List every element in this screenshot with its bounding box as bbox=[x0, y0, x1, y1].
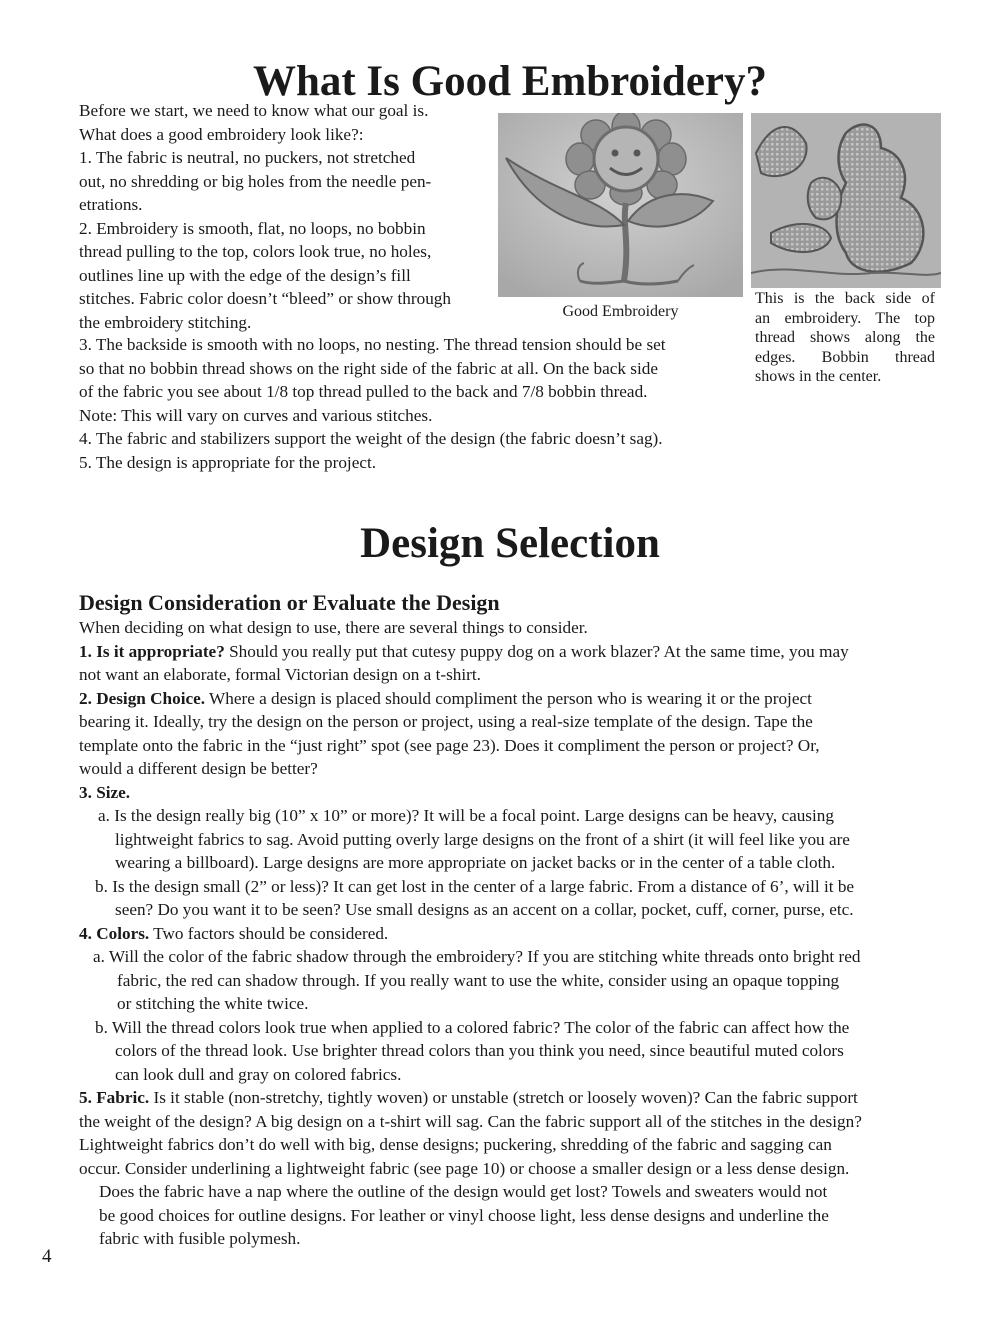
text-line: 2. Embroidery is smooth, flat, no loops, no bobbin bbox=[79, 218, 426, 238]
item-label: 3. Size. bbox=[79, 782, 131, 802]
text-run: Two factors should be considered. bbox=[149, 923, 389, 943]
text-line: b. Is the design small (2” or less)? It can get lost in the center of a large fabric. From a distance of 6’, will it be bbox=[95, 876, 855, 896]
item-fabric bbox=[79, 1086, 941, 1110]
text-line: template onto the fabric in the “just right” spot (see page 23). Does it compliment the person or project? Or, bbox=[79, 735, 820, 755]
text-line: etrations. bbox=[79, 195, 143, 214]
item-label: 1. Is it appropriate? bbox=[79, 641, 225, 661]
text-line: be good choices for outline designs. For leather or vinyl choose light, less dense designs and underline the bbox=[99, 1205, 829, 1225]
text-line: Note: This will vary on curves and various stitches. bbox=[79, 405, 433, 425]
text-line: 4. The fabric and stabilizers support the weight of the design (the fabric doesn’t sag). bbox=[79, 429, 663, 448]
page-title: What Is Good Embroidery? bbox=[252, 58, 768, 105]
item-label: 2. Design Choice. bbox=[79, 688, 206, 708]
text-line: can look dull and gray on colored fabrics. bbox=[115, 1064, 402, 1084]
page-number: 4 bbox=[42, 1246, 52, 1267]
caption-line: shows in the center. bbox=[755, 368, 882, 385]
item-colors bbox=[79, 922, 941, 946]
criteria-paragraph bbox=[79, 333, 744, 474]
good-embroidery-caption: Good Embroidery bbox=[562, 303, 679, 320]
intro-paragraph bbox=[79, 99, 483, 334]
text-line: a. Will the color of the fabric shadow through the embroidery? If you are stitching white threads onto bright red bbox=[93, 947, 861, 966]
item-design-choice bbox=[79, 687, 941, 711]
flower-embroidery-illustration bbox=[498, 113, 743, 297]
text-line: bearing it. Ideally, try the design on the person or project, using a real-size template of the design. Tape the bbox=[79, 712, 813, 731]
text-line: seen? Do you want it to be seen? Use small designs as an accent on a collar, pocket, cuff, corner, purse, etc. bbox=[115, 900, 854, 919]
text-line: would a different design be better? bbox=[79, 759, 318, 778]
back-side-caption bbox=[755, 289, 935, 387]
text-line: outlines line up with the edge of the design’s fill bbox=[79, 265, 411, 285]
text-line: wearing a billboard). Large designs are more appropriate on jacket backs or in the center of a table cloth. bbox=[115, 853, 836, 872]
text-line: stitches. Fabric color doesn’t “bleed” or show through bbox=[79, 289, 451, 308]
text-line: Lightweight fabrics don’t do well with big, dense designs; puckering, shredding of the fabric and sagging can bbox=[79, 1135, 832, 1154]
caption-line: This is the back side of bbox=[755, 290, 935, 307]
item-appropriate bbox=[79, 640, 941, 664]
text-line: b. Will the thread colors look true when applied to a colored fabric? The color of the fabric can affect how the bbox=[95, 1017, 850, 1037]
text-line: out, no shredding or big holes from the needle pen- bbox=[79, 171, 432, 191]
back-side-illustration bbox=[751, 113, 941, 288]
caption-line: thread shows along the bbox=[755, 329, 935, 346]
text-line: or stitching the white twice. bbox=[117, 994, 309, 1013]
text-line: the embroidery stitching. bbox=[79, 312, 252, 332]
text-line: Before we start, we need to know what our goal is. bbox=[79, 101, 429, 120]
caption-line: edges. Bobbin thread bbox=[755, 348, 935, 366]
text-line: lightweight fabrics to sag. Avoid putting overly large designs on the front of a shirt (it will feel like you are bbox=[115, 829, 850, 849]
design-selection-body bbox=[79, 616, 941, 1251]
section-subtitle: Design Consideration or Evaluate the Design bbox=[79, 590, 500, 615]
text-line: When deciding on what design to use, there are several things to consider. bbox=[79, 618, 588, 637]
text-line: the weight of the design? A big design on a t-shirt will sag. Can the fabric support all of the stitches in the design? bbox=[79, 1111, 862, 1131]
item-label: 4. Colors. bbox=[79, 923, 150, 943]
text-line: not want an elaborate, formal Victorian design on a t-shirt. bbox=[79, 665, 481, 684]
text-line: 1. The fabric is neutral, no puckers, not stretched bbox=[79, 148, 416, 167]
text-run: Where a design is placed should compliment the person who is wearing it or the project bbox=[205, 688, 812, 708]
good-embroidery-photo bbox=[498, 113, 743, 297]
text-line: occur. Consider underlining a lightweight fabric (see page 10) or choose a smaller design or a less dense design. bbox=[79, 1158, 850, 1178]
text-line: Does the fabric have a nap where the outline of the design would get lost? Towels and sweaters would not bbox=[99, 1182, 828, 1201]
caption-line: an embroidery. The top bbox=[755, 309, 935, 327]
text-line: fabric with fusible polymesh. bbox=[99, 1229, 301, 1248]
section-title: Design Selection bbox=[360, 520, 660, 567]
text-line: 5. The design is appropriate for the project. bbox=[79, 452, 377, 472]
text-run: Is it stable (non-stretchy, tightly woven) or unstable (stretch or loosely woven)? Can the fabric support bbox=[149, 1088, 858, 1107]
text-line: colors of the thread look. Use brighter thread colors than you think you need, since beautiful muted colors bbox=[115, 1041, 844, 1060]
text-line: 3. The backside is smooth with no loops, no nesting. The thread tension should be set bbox=[79, 335, 666, 354]
back-side-embroidery-photo bbox=[751, 113, 941, 288]
text-line: fabric, the red can shadow through. If you really want to use the white, consider using an opaque topping bbox=[117, 970, 840, 990]
text-line: so that no bobbin thread shows on the right side of the fabric at all. On the back side bbox=[79, 358, 658, 378]
text-line: What does a good embroidery look like?: bbox=[79, 124, 364, 144]
text-line: of the fabric you see about 1/8 top thread pulled to the back and 7/8 bobbin thread. bbox=[79, 382, 648, 401]
text-line: a. Is the design really big (10” x 10” or more)? It will be a focal point. Large designs can be heavy, causing bbox=[98, 806, 834, 825]
text-line: thread pulling to the top, colors look true, no holes, bbox=[79, 242, 432, 261]
item-label: 5. Fabric. bbox=[79, 1088, 150, 1107]
item-size bbox=[79, 781, 941, 805]
text-run: Should you really put that cutesy puppy dog on a work blazer? At the same time, you may bbox=[224, 641, 849, 661]
